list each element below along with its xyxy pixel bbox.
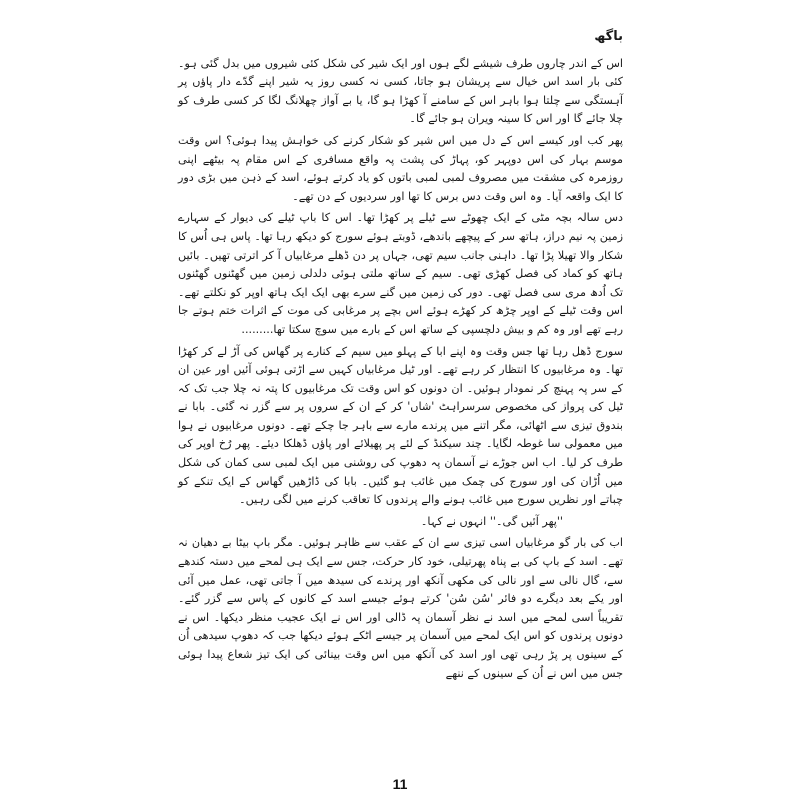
- paragraph-5-quote: ''پھر آئیں گی۔'' انہوں نے کہا۔: [420, 514, 563, 528]
- paragraph-6: اب کی بار گو مرغابیاں اسی تیزی سے ان کے عقب سے ظاہر ہوئیں۔ مگر باپ بیٹا بے دھیان نہ تھے۔ اسد کے باپ کی بے پناہ پھرتیلی، خود کار حرکت، جس سے ایک ہی لمحے میں دستہ کندھے سے، گال نالی سے اور نالی کی مکھی آنکھ اور پرندے کی سیدھ میں آ جاتی تھی، عمل میں آئی اور یکے بعد دیگرے دو فائر 'سُن سُن' کرتے ہوئے جیسے اسد کے کانوں کے پاس سے گزر گئے۔ تقریباً اسی لمحے میں اسد نے نظر آسمان پہ ڈالی اور اس نے ایک عجیب منظر دیکھا۔ اس نے دونوں پرندوں کو اس ایک لمحے میں آسمان پر جیسے اٹکے ہوئے دیکھا جب کہ دھوپ سیدھی اُن کے سینوں پر پڑ رہی تھی اور اسد کی آنکھ میں اس وقت بینائی کی ایک تیز شعاع پیدا ہوئی جس میں اس نے اُن کے سینوں کے ننھے: [178, 536, 623, 680]
- paragraph-2: پھر کب اور کیسے اس کے دل میں اس شیر کو شکار کرنے کی خواہش پیدا ہوئی؟ اس وقت موسم بہار کی اس دوپہر کو، پہاڑ کی پشت پہ واقع مسافری کے اس مقام پہ بیٹھے اپنی روزمرہ کی مشقت میں مصروف لمبی لمبی باتوں کو یاد کرتے ہوئے، اسد کے ذہن میں بڑی دور کا ایک واقعہ آیا۔ وہ اس وقت دس برس کا تھا اور سردیوں کے دن تھے۔: [178, 133, 623, 203]
- page-number: 11: [392, 776, 408, 792]
- paragraph-4: سورج ڈھل رہا تھا جس وقت وہ اپنے ابا کے پہلو میں سیم کے کنارے پر گھاس کی آڑ لے کر کھڑا تھا۔ وہ مرغابیوں کا انتظار کر رہے تھے۔ اور ٹیل مرغابیاں کہیں سے اڑتی ہوئی آئیں اور عین ان کے سر پہ پہنچ کر نمودار ہوئیں۔ ان دونوں کو اس وقت تک مرغابیوں کا پتہ نہ چلا جب تک کہ ٹیل کی پرواز کی مخصوص سرسراہٹ 'شاں' کر کے ان کے سروں پر سے گزر نہ گئی۔ بابا نے بندوق تیزی سے اٹھائی، مگر اتنے میں پرندے مارے سے باہر جا چکے تھے۔ دونوں مرغابیوں نے ہوا میں معمولی سا غوطہ لگایا۔ چند سیکنڈ کے لئے پر پھیلائے اور پاؤں ڈھلکا دیئے۔ پھر رُخ اوپر کی طرف کر لیا۔ اب اس جوڑے نے آسمان پہ دھوپ کی روشنی میں ایک لمبی سی کمان کی شکل میں اُڑان کی اور سورج کی چمک میں غائب ہو گئیں۔ بابا کی ڈاڑھیں گھاس کے ایک تنکے کو چباتے اور نظریں سورج میں غائب ہونے والے پرندوں کا تعاقب کرنے میں لگی رہیں۔: [178, 344, 623, 507]
- paragraph-3: دس سالہ بچہ مٹی کے ایک چھوٹے سے ٹیلے پر کھڑا تھا۔ اس کا باپ ٹیلے کی دیوار کے سہارے زمین پہ نیم دراز، ہاتھ سر کے پیچھے باندھے، ڈوبتے ہوئے سورج کو دیکھ رہا تھا۔ پاس ہی اُس کا شکار والا تھیلا پڑا تھا۔ داہنی جانب سیم تھی، جہاں پر دن ڈھلے مرغابیاں آ کر اترتی تھیں۔ بائیں ہاتھ کو کماد کی فصل کھڑی تھی۔ سیم کے ساتھ ملتی ہوئی دلدلی زمین میں گھٹنوں گھٹنوں تک اُدھ مری سی فصل تھی۔ دور کی زمین میں گنے سرے بھی ایک ایک ہاتھ اوپر کو نکلتے تھے۔ اس وقت ٹیلے کے اوپر چڑھ کر کھڑے ہوئے اس بچے پر مرغابی کی موت کے اثرات ختم ہوتے جا رہے تھے اور وہ کم و بیش دلچسپی کے ساتھ اس کے بارے میں سوچ سکتا تھا.........: [178, 211, 623, 336]
- paragraph-1: اس کے اندر چاروں طرف شیشے لگے ہوں اور ایک شیر کی شکل کئی شیروں میں بدل گئی ہو۔ کئی بار اسد اس خیال سے پریشان ہو جاتا، کسی نہ کسی روز یہ شیر اپنے گدّے دار پاؤں پر آہستگی سے چلتا ہوا باہر اس کے سامنے آ کھڑا ہو گا، یا بے آواز چھلانگ لگا کر کسی طرف کو چلا جائے گا اور اس کا سینہ ویران ہو جائے گا۔: [178, 56, 623, 126]
- page-text-block: [178, 28, 623, 686]
- section-heading: باگھ: [594, 29, 623, 44]
